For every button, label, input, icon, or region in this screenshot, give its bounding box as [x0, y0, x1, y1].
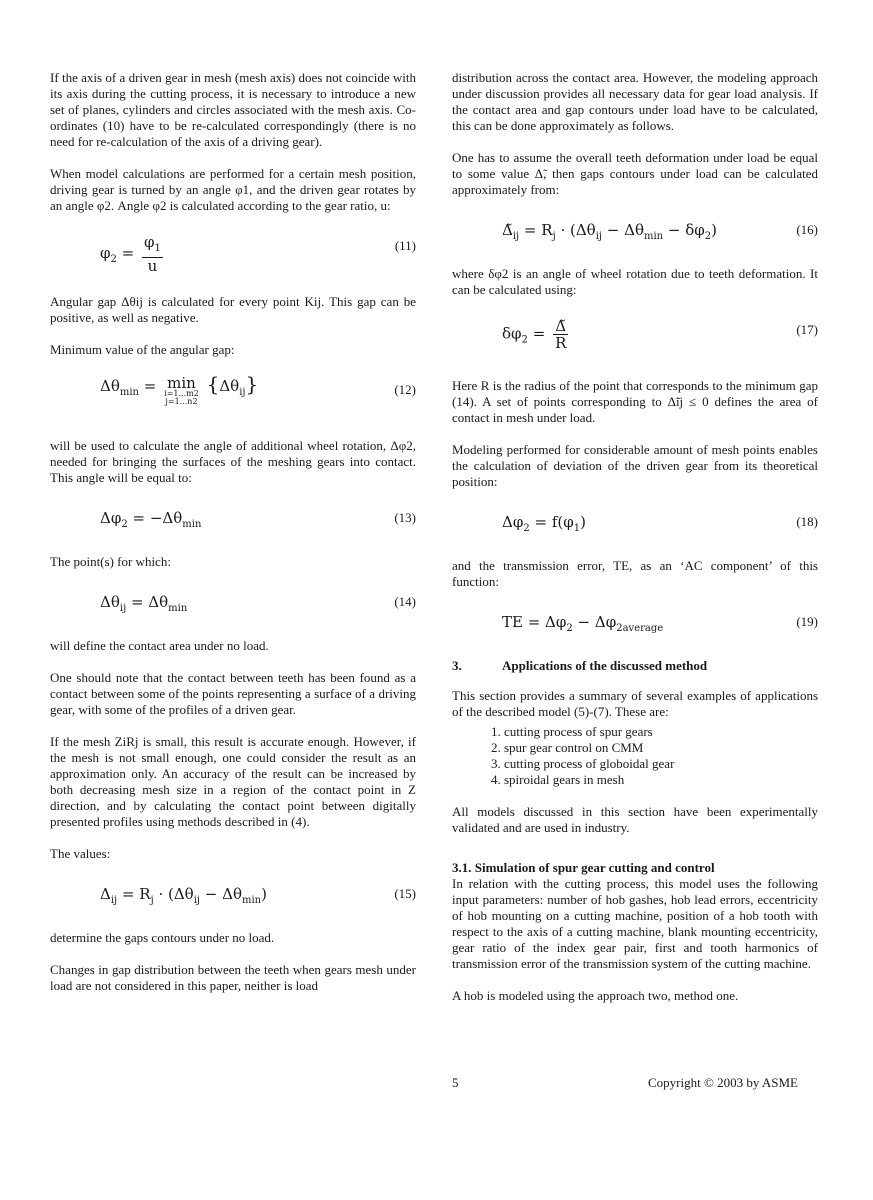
list-item: 3. cutting process of globoidal gear [504, 756, 818, 772]
page-number: 5 [452, 1075, 459, 1090]
paragraph: Changes in gap distribution between the teeth when gears mesh under load are not considered in this paper, neither is load [50, 962, 416, 993]
applications-list [452, 724, 818, 788]
paragraph: If the mesh ZiRj is small, this result is accurate enough. However, if the mesh is not small enough, one could consider the result as an approximation only. An accuracy of the result can be increased by both decreasing mesh size in a region of the contact point in Z direction, and by calculating the contact point between digitally presented profiles using methods described in (4). [50, 734, 416, 829]
paragraph: distribution across the contact area. However, the modeling approach under discussion provides all necessary data for gear load analysis. If the contact area and gap contours under load have to be calculated, this can be done approximately as follows. [452, 70, 818, 133]
equation-17: $\delta\varphi_2$ = $\frac{\Deltã}{R}$ (17) [502, 317, 818, 352]
paragraph: If the axis of a driven gear in mesh (mesh axis) does not coincide with its axis during the cutting process, it is necessary to introduce a new set of planes, cylinders and circles associated with the mesh axis. Co-ordinates (10) have to be re-calculated correspondingly (there is no need for re-calculation of the axis of a driving gear). [50, 70, 416, 149]
equation-number: (13) [394, 510, 416, 525]
equation-number: (17) [796, 322, 818, 337]
paragraph: The point(s) for which: [50, 554, 171, 569]
equation-number: (19) [796, 614, 818, 629]
paragraph: When model calculations are performed for a certain mesh position, driving gear is turned by an angle φ1, and the driven gear rotates by an angle φ2. Angle φ2 is calculated according to the gear ratio, u: [50, 166, 416, 213]
paragraph: determine the gaps contours under no load. [50, 930, 275, 945]
right-column [452, 70, 818, 1020]
paragraph: In relation with the cutting process, this model uses the following input parameters: number of hob gashes, hob lead errors, eccentricity of hob mounting on a cutting machine, position of a hob tooth with respect to the axis of a cutting machine, blank mounting eccentricity, gear ratio of the index gear pair, first and tooth harmonics of transmission error of the transmission system of the cutting machine. [452, 876, 818, 971]
paragraph: Angular gap Δθij is calculated for every point Kij. This gap can be positive, as well as negative. [50, 294, 416, 325]
paragraph: Modeling performed for considerable amount of mesh points enables the calculation of deviation of the driven gear from its theoretical position: [452, 442, 818, 489]
equation-number: (14) [394, 594, 416, 609]
paragraph: will be used to calculate the angle of additional wheel rotation, Δφ2, needed for bringing the surfaces of the meshing gears into contact. This angle will be equal to: [50, 438, 416, 485]
paragraph: This section provides a summary of several examples of applications of the described model (5)-(7). These are: [452, 688, 818, 719]
list-item: 2. spur gear control on CMM [504, 740, 818, 756]
equation-15: $\Delta_{ij} = R_j \cdot (\Delta\theta_{ij} - \Delta\theta_{min})$ (15) [100, 885, 416, 906]
section-heading: 3. Applications of the discussed method [452, 658, 708, 673]
equation-18: $\Delta\varphi_2 = f(\varphi_1)$ (18) [502, 513, 818, 534]
equation-19: TE = $\Delta\varphi_2 - \Delta\varphi_{2average}$ (19) [502, 613, 818, 634]
equation-16: $\Deltã_{ij} = R_j \cdot (\Delta\theta_{ij} - \Delta\theta_{min} - \delta\varphi_2)$ (16) [502, 221, 818, 242]
list-item: 1. cutting process of spur gears [504, 724, 818, 740]
equation-number: (11) [394, 238, 416, 253]
paragraph: will define the contact area under no load. [50, 638, 269, 653]
equation-number: (16) [796, 222, 818, 237]
equation-number: (18) [796, 514, 818, 529]
copyright-notice: Copyright © 2003 by ASME [648, 1075, 799, 1090]
equation-number: (15) [394, 886, 416, 901]
equation-number: (12) [394, 382, 416, 397]
equation-12: $\Delta\theta_{min} = \min$ i=1...m2 j=1...n2 $\{\Delta\theta_{ij}\}$ (12) [100, 372, 416, 406]
equation-13: $\Delta\varphi_2 = -\Delta\theta_{min}$ (13) [100, 509, 416, 530]
paragraph: where δφ2 is an angle of wheel rotation due to teeth deformation. It can be calculated using: [452, 266, 818, 297]
equation-11: $\varphi_2$ = $\frac{\varphi_1}{u}$ (11) [100, 233, 416, 275]
subsection-heading: 3.1. Simulation of spur gear cutting and control [452, 860, 715, 875]
equation-14: $\Delta\theta_{ij} = \Delta\theta_{min}$ (14) [100, 593, 416, 614]
paragraph: A hob is modeled using the approach two, method one. [452, 988, 739, 1003]
paragraph: All models discussed in this section have been experimentally validated and are used in industry. [452, 804, 818, 835]
paragraph: One should note that the contact between teeth has been found as a contact between some of the points representing a surface of a driving gear, with some of the profiles of a driven gear. [50, 670, 416, 717]
paragraph: and the transmission error, TE, as an ‘AC component’ of this function: [452, 558, 818, 589]
paragraph: Here R is the radius of the point that corresponds to the minimum gap (14). A set of points corresponding to Δ̃ij ≤ 0 defines the area of contact in mesh under load. [452, 378, 818, 425]
paragraph: Minimum value of the angular gap: [50, 342, 235, 357]
paragraph: One has to assume the overall teeth deformation under load be equal to some value Δ̃, then gaps contours under load can be calculated approximately from: [452, 150, 818, 197]
left-column [50, 70, 416, 1010]
paragraph: The values: [50, 846, 111, 861]
list-item: 4. spiroidal gears in mesh [504, 772, 818, 788]
